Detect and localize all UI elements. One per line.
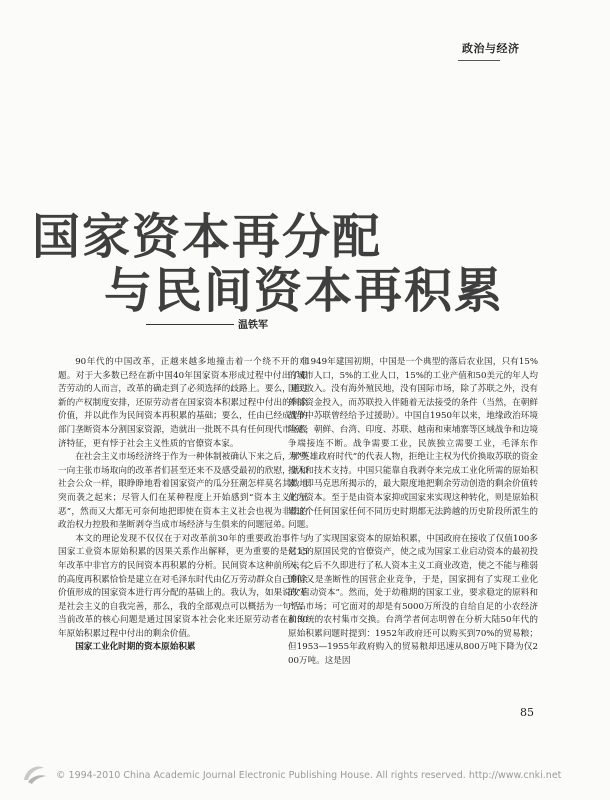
paragraph: 90年代的中国改革，正越来越多地撞击着一个绕不开的难题。对于大多数已经在新中国40年国家资本形成过程中付出了艰苦劳动的人而言，改革的确走到了必须选择的歧路上。要么，通过新的产权制度安排，还原劳动者在国家资本积累过程中付出的剩余价值，并以此作为民间资本再积累的基础；要么，任由已经成型的部门垄断资本分割国家资源，造就出一批既不具有任何现代市场经济特征，更有悖于社会主义性质的官僚资本家。 [58,357,308,449]
article-title-line-2: 与民间资本再积累 [104,263,505,319]
author-rule [146,324,234,325]
author-name: 温铁军 [238,320,268,331]
left-column [58,356,308,655]
right-column [288,356,538,669]
page-number: 85 [520,706,534,719]
paragraph: 为了实现国家资本的原始积累，中国政府在接收了仅值100多亿元的原国民党的官僚资产，使之成为国家工业启动资本的最初投入，之后不久即进行了私人资本主义工商业改造，使之不能与稚弱的但又是垄断性的国营企业竞争，于是，国家拥有了实现工业化的“启动资本”。然而，处于幼稚期的国家工业，要求稳定的原料和产品市场；可它面对的却是有5000万所没的自给自足的小农经济和传统的农村集市交换。台湾学者何志明曾在分析大陆50年代的原始积累问题时提到：1952年政府还可以购买到70%的贸易粮；但1953—1955年政府购入的贸易粮却迅速从800万吨下降为仅200万吨。这是因 [288,533,538,667]
paragraph: 本文的理论发现不仅仅在于对改革前30年的重要政治事件与国家工业资本原始积累的因果关系作出解释，更为重要的是对15年改革中非官方的民间资本再积累的分析。民间资本这种前所未有的高度再积累恰恰是建立在对毛泽东时代由亿万劳动群众自己剩余价值形成的国家资本进行再分配的基础上的。我认为，如果说改革是社会主义的自我完善，那么，我的全部观点可以概括为一句话：当前改革的核心问题是通过国家资本社会化来还原劳动者在前30年原始积累过程中付出的剩余价值。 [58,533,308,639]
publisher-logo-icon [20,762,48,786]
paragraph: 在社会主义市场经济终于作为一种体制被确认下来之后，那些一向主张市场取向的改革者们甚至还来不及感受最初的欣慰，就和社会公众一样，眼睁睁地看着国家资产的瓜分狂潮怎样莫名其妙地突而袭之起来；尽管人们在某种程度上开始感到“资本主义的丑恶”，然而又大都无可奈何地把即使在资本主义社会也视为非法的政治权力控股和垄断剥夺当成市场经济与生俱来的问题冠弟。 [58,452,308,531]
section-label: 政治与经济 [462,42,520,55]
section-subheading: 国家工业化时期的资本原始积累 [75,642,196,653]
copyright-footer: © 1994-2010 China Academic Journal Electronic Publishing House. All rights reserved. http://www.cnki.net [56,770,562,781]
section-rule [458,60,500,61]
article-title-line-1: 国家资本再分配 [32,209,383,265]
paragraph: 1949年建国初期，中国是一个典型的落后农业国，只有15%的城市人口，5%的工业人口，15%的工业产值和50美元的年人均国民收入。没有海外殖民地，没有国际市场，除了苏联之外，没有外部资金投入，而苏联投入伴随着无法接受的条件（当然，在朝鲜战争中苏联曾经给予过援助）。中国自1950年以来，地缘政治环境险恶，朝鲜、台湾、印度、苏联、越南和柬埔寨等区域战争和边境争端接连不断。战争需要工业，民族独立需要工业，毛泽东作为“英雄政府时代”的代表人物，拒绝让主权为代价换取苏联的资金投入和技术支持。中国只能靠自我剥夺来完成工业化所需的原始积累，即马克思所揭示的，最大限度地把剩余劳动创造的剩余价值转化为资本。至于是由资本家抑或国家来实现这种转化，则是原始积累这个任何国家任何不同历史时期都无法跨越的历史阶段所派生的问题。 [288,357,538,531]
